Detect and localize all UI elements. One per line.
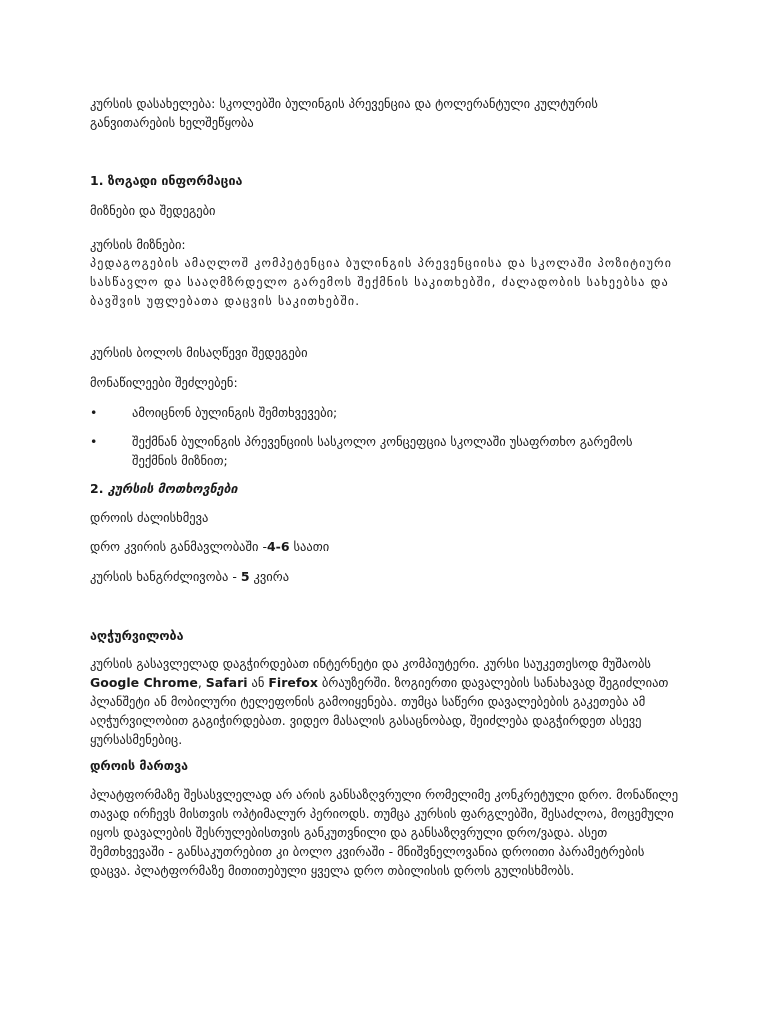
time-management-heading: დროის მართვა xyxy=(90,758,189,773)
course-title: კურსის დასახელება: სკოლებში ბულინგის პრევენცია და ტოლერანტული კულტურის განვითარების ხელშეწყობა xyxy=(90,96,598,130)
weekly-hours: დრო კვირის განმავლობაში -4-6 საათი xyxy=(90,539,330,554)
time-commitment-label: დროის ძალისხმევა xyxy=(90,510,209,525)
goals-label: კურსის მიზნები: xyxy=(90,237,186,252)
goals-results-subheading: მიზნები და შედეგები xyxy=(90,203,216,218)
course-duration: კურსის ხანგრძლივობა - 5 კვირა xyxy=(90,569,290,584)
bullet-icon: • xyxy=(90,434,98,449)
list-item-text: ამოიცნონ ბულინგის შემთხვევები; xyxy=(132,405,338,420)
bullet-icon: • xyxy=(90,405,98,420)
time-management-text: პლატფორმაზე შესასვლელად არ არის განსაზღვრული რომელიმე კონკრეტული დრო. მონაწილე თავად ირჩევს მისთვის ოპტიმალურ პერიოდს. თუმცა კურსის ფარგლებში, შესაძლოა, მოცემული იყოს დავალების შესრულებისთვის განკუთვნილი და განსაზღვრული დრო/ვადა. ასეთ შემთხვევაში - განსაკუთრებით კი ბოლო კვირაში - მნიშვნელოვანია დროითი პარამეტრების დაცვა. პლატფორმაზე მითითებული ყველა დრო თბილისის დროს გულისხმობს. xyxy=(90,787,679,878)
section-general-heading: 1. ზოგადი ინფორმაცია xyxy=(90,173,243,188)
list-item xyxy=(90,432,680,470)
equipment-heading: აღჭურვილობა xyxy=(90,628,184,643)
equipment-text: კურსის გასავლელად დაგჭირდებათ ინტერნეტი და კომპიუტერი. კურსი საუკეთესოდ მუშაობს Google Chrome, Safari ან Firefox ბრაუზერში. ზოგიერთი დავალების სანახავად შეგიძლიათ პლანშეტი ან მობილური ტელეფონის გამოიყენება. თუმცა საწერი დავალებების გაკეთება ამ აღჭურვილობით გაგიჭირდებათ. ვიდეო მასალის გასაცნობად, შეიძლება დაგჭირდეთ ასევე ყურსასმენებიც. xyxy=(90,656,669,747)
participants-label: მონაწილეები შეძლებენ: xyxy=(90,375,238,390)
list-item xyxy=(90,403,680,422)
goals-text: პედაგოგების ამაღლოშ კომპეტენცია ბულინგის პრევენციისა და სკოლაში პოზიტიური სასწავლო და სააღმზრდელო გარემოს შექმნის საკითხებში, ძალადობის სახეებსა და ბავშვის უფლებათა დაცვის საკითხებში. xyxy=(90,256,673,308)
list-item-text: შექმნან ბულინგის პრევენციის სასკოლო კონცეფცია სკოლაში უსაფრთხო გარემოს შექმნის მიზნით; xyxy=(132,434,633,468)
section-requirements-heading: 2. კურსის მოთხოვნები xyxy=(90,481,238,496)
outcomes-label: კურსის ბოლოს მისაღწევი შედეგები xyxy=(90,345,308,360)
